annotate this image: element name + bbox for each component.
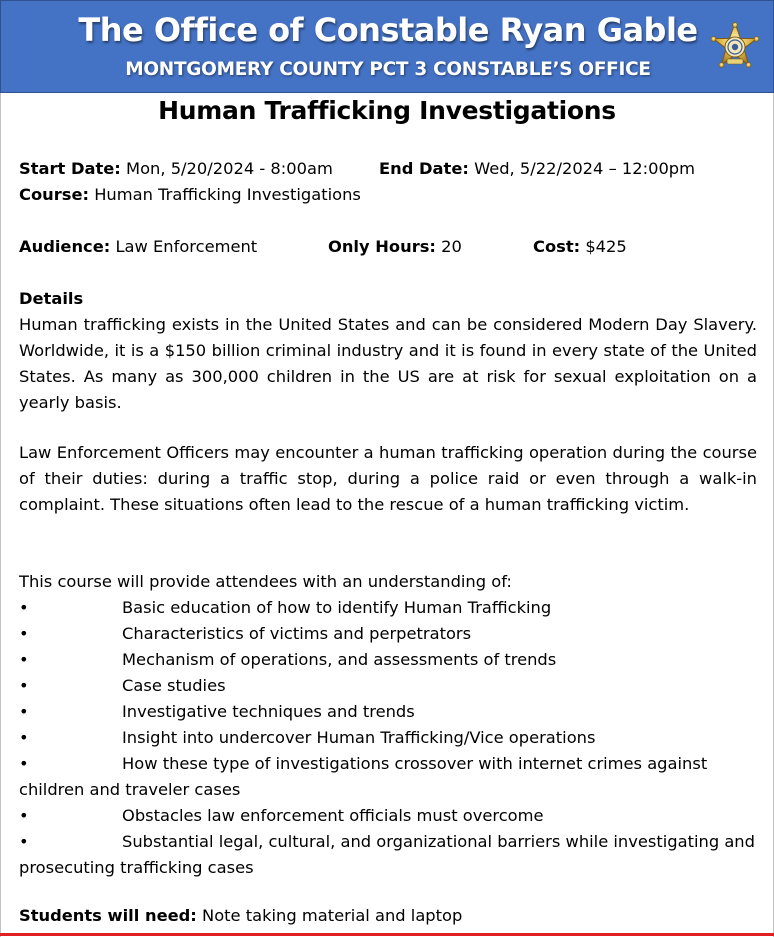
page-title: Human Trafficking Investigations xyxy=(158,96,616,125)
details-heading xyxy=(19,286,83,312)
bullet-icon: • xyxy=(19,650,29,669)
header-banner xyxy=(0,0,774,93)
students-need-label: Students will need: xyxy=(19,906,197,925)
cost-label: Cost: xyxy=(533,237,581,256)
list-intro: This course will provide attendees with an understanding of: xyxy=(19,572,512,591)
end-date-value: Wed, 5/22/2024 – 12:00pm xyxy=(474,159,695,178)
bottom-divider xyxy=(0,933,774,936)
course-label: Course: xyxy=(19,185,89,204)
students-need-value: Note taking material and laptop xyxy=(202,906,463,925)
list-item xyxy=(19,595,757,621)
list-item-text: Basic education of how to identify Human Trafficking xyxy=(122,598,552,617)
hours-value: 20 xyxy=(441,237,462,256)
course xyxy=(19,182,361,208)
list-item xyxy=(19,725,757,751)
list-item-text: Case studies xyxy=(122,676,226,695)
end-date-label: End Date: xyxy=(379,159,469,178)
end-date xyxy=(379,156,695,182)
list-item xyxy=(19,829,757,881)
hours xyxy=(328,234,462,260)
start-date-value: Mon, 5/20/2024 - 8:00am xyxy=(126,159,333,178)
bullet-icon: • xyxy=(19,806,29,825)
bullet-icon: • xyxy=(19,676,29,695)
bullet-icon: • xyxy=(19,754,29,773)
bullet-icon: • xyxy=(19,702,29,721)
bullet-icon: • xyxy=(19,598,29,617)
list-item xyxy=(19,621,757,647)
office-subtitle: MONTGOMERY COUNTY PCT 3 CONSTABLE’S OFFICE xyxy=(125,59,651,80)
list-item-text: How these type of investigations crossover with internet crimes against children and traveler cases xyxy=(19,754,708,799)
details-paragraph-2: Law Enforcement Officers may encounter a human trafficking operation during the course of their duties: during a traffic stop, during a police raid or even through a walk-in complaint. These situations often lead to the rescue of a human trafficking victim. xyxy=(19,443,757,514)
constable-star-badge-icon xyxy=(708,21,762,75)
list-item-text: Investigative techniques and trends xyxy=(122,702,415,721)
bullet-icon: • xyxy=(19,728,29,747)
audience-value: Law Enforcement xyxy=(115,237,258,256)
bullet-icon: • xyxy=(19,832,29,851)
list-item xyxy=(19,803,757,829)
cost-value: $425 xyxy=(585,237,627,256)
bullet-icon: • xyxy=(19,624,29,643)
students-need xyxy=(19,903,462,929)
list-item xyxy=(19,673,757,699)
audience-label: Audience: xyxy=(19,237,111,256)
list-item xyxy=(19,751,757,803)
office-title: The Office of Constable Ryan Gable xyxy=(78,11,698,49)
list-item-text: Insight into undercover Human Trafficking/Vice operations xyxy=(122,728,596,747)
start-date xyxy=(19,156,333,182)
cost xyxy=(533,234,627,260)
list-item-text: Characteristics of victims and perpetrators xyxy=(122,624,472,643)
details-heading-text: Details xyxy=(19,289,84,308)
audience xyxy=(19,234,257,260)
details-paragraph-1: Human trafficking exists in the United States and can be considered Modern Day Slavery. Worldwide, it is a $150 billion criminal industry and it is found in every state of the United States. As many as 300,000 children in the US are at risk for sexual exploitation on a yearly basis. xyxy=(19,315,757,412)
course-value: Human Trafficking Investigations xyxy=(94,185,361,204)
list-item xyxy=(19,647,757,673)
list-item-text: Obstacles law enforcement officials must overcome xyxy=(122,806,544,825)
hours-label: Only Hours: xyxy=(328,237,436,256)
course-topics-list xyxy=(19,595,757,881)
list-item-text: Mechanism of operations, and assessments of trends xyxy=(122,650,557,669)
list-item xyxy=(19,699,757,725)
list-item-text: Substantial legal, cultural, and organizational barriers while investigating and prosecuting trafficking cases xyxy=(19,832,755,877)
start-date-label: Start Date: xyxy=(19,159,121,178)
